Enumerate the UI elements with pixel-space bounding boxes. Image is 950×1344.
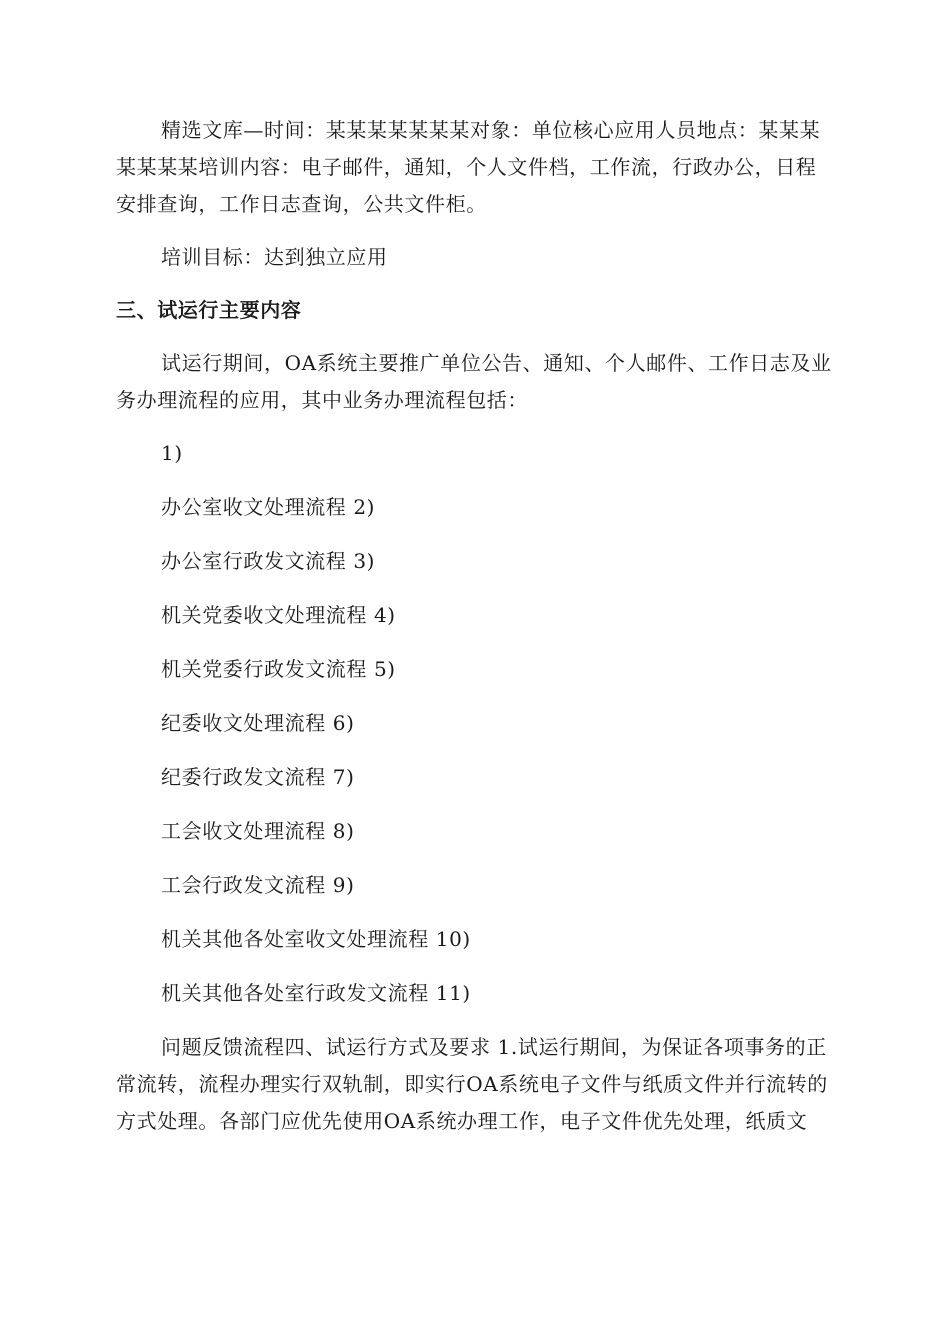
list-item: 机关党委行政发文流程 5) <box>161 657 396 681</box>
document-body <box>116 112 836 1156</box>
list-item: 工会收文处理流程 8) <box>161 819 355 843</box>
list-item: 机关其他各处室行政发文流程 11) <box>161 981 471 1005</box>
paragraph-trial-method: 问题反馈流程四、试运行方式及要求 1.试运行期间，为保证各项事务的正常流转，流程办理实行双轨制，即实行OA系统电子文件与纸质文件并行流转的方式处理。各部门应优先使用OA系统办理工作，电子文件优先处理，纸质文 <box>116 1035 828 1133</box>
paragraph-training-info: 精选文库—时间：某某某某某某某对象：单位核心应用人员地点：某某某某某某某培训内容：电子邮件，通知，个人文件档，工作流，行政办公，日程安排查询，工作日志查询，公共文件柜。 <box>116 118 821 216</box>
list-item: 办公室行政发文流程 3) <box>161 549 376 573</box>
list-item: 工会行政发文流程 9) <box>161 873 355 897</box>
section-heading-3: 三、试运行主要内容 <box>116 298 302 322</box>
list-item: 机关党委收文处理流程 4) <box>161 603 396 627</box>
paragraph-trial-content: 试运行期间，OA系统主要推广单位公告、通知、个人邮件、工作日志及业务办理流程的应用，其中业务办理流程包括： <box>116 351 832 412</box>
list-item: 纪委收文处理流程 6) <box>161 711 355 735</box>
list-item: 1) <box>161 441 183 465</box>
paragraph-training-goal: 培训目标：达到独立应用 <box>161 245 388 269</box>
list-item: 办公室收文处理流程 2) <box>161 495 376 519</box>
list-item: 纪委行政发文流程 7) <box>161 765 355 789</box>
list-item: 机关其他各处室收文处理流程 10) <box>161 927 471 951</box>
